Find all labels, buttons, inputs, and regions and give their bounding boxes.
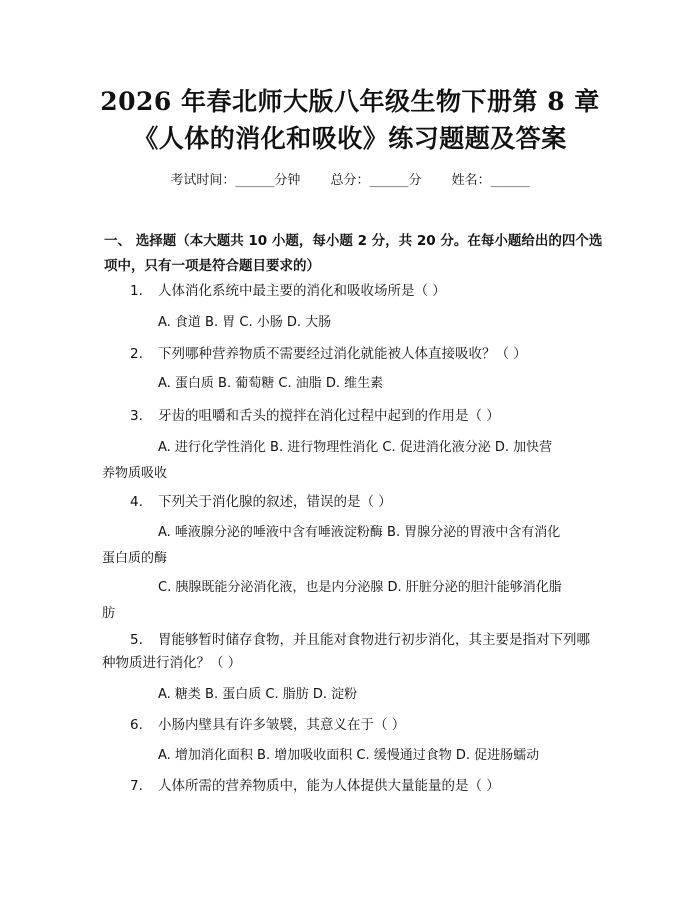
question-4 — [130, 491, 392, 513]
student-name: 姓名：______ — [451, 173, 530, 188]
question-4-options-ab — [102, 520, 590, 572]
section-heading: 一、 选择题（本大题共 10 小题，每小题 2 分，共 20 分。在每小题给出的四个选项中，只有一项是符合题目要求的） — [104, 233, 603, 274]
question-2 — [130, 343, 527, 365]
question-number: 3. — [130, 408, 143, 424]
options-line-continued: 肪 — [102, 606, 116, 621]
question-text: 人体所需的营养物质中，能为人体提供大量能量的是（ ） — [158, 778, 500, 794]
exam-time: 考试时间：______分钟 — [170, 173, 301, 188]
question-2-options: A. 蛋白质 B. 葡萄糖 C. 油脂 D. 维生素 — [158, 376, 384, 391]
question-number: 6. — [130, 717, 143, 733]
total-score: 总分：______分 — [330, 173, 422, 188]
title-line-2: 《人体的消化和吸收》练习题题及答案 — [133, 124, 567, 153]
question-text: 胃能够暂时储存食物，并且能对食物进行初步消化，其主要是指对下列哪 — [158, 632, 590, 648]
question-6 — [130, 714, 405, 736]
question-number: 4. — [130, 494, 143, 510]
question-3 — [130, 405, 500, 427]
options-line: A. 唾液腺分泌的唾液中含有唾液淀粉酶 B. 胃腺分泌的胃液中含有消化 — [158, 525, 561, 540]
question-number: 2. — [130, 346, 143, 362]
options-line: C. 胰腺既能分泌消化液，也是内分泌腺 D. 肝脏分泌的胆汁能够消化脂 — [158, 580, 562, 595]
options-line: A. 进行化学性消化 B. 进行物理性消化 C. 促进消化液分泌 D. 加快营 — [158, 440, 553, 455]
question-5-continued: 种物质进行消化？（ ） — [102, 655, 242, 671]
question-5 — [130, 629, 590, 651]
question-text: 牙齿的咀嚼和舌头的搅拌在消化过程中起到的作用是（ ） — [158, 408, 500, 424]
question-6-options: A. 增加消化面积 B. 增加吸收面积 C. 缓慢通过食物 D. 促进肠蠕动 — [158, 748, 540, 763]
question-text: 小肠内壁具有许多皱襞，其意义在于（ ） — [158, 717, 406, 733]
options-line-continued: 养物质吸收 — [102, 466, 168, 481]
question-number: 5. — [130, 632, 143, 648]
options-line-continued: 蛋白质的酶 — [102, 551, 168, 566]
question-7 — [130, 775, 500, 797]
question-text: 下列关于消化腺的叙述，错误的是（ ） — [158, 494, 392, 510]
question-1 — [130, 280, 446, 302]
exam-info — [0, 169, 700, 188]
question-1-options: A. 食道 B. 胃 C. 小肠 D. 大肠 — [158, 315, 332, 330]
question-4-options-cd — [102, 575, 590, 627]
question-number: 1. — [130, 283, 143, 299]
question-text: 人体消化系统中最主要的消化和吸收场所是（ ） — [158, 283, 446, 299]
title-line-1: 2026 年春北师大版八年级生物下册第 8 章 — [100, 87, 600, 116]
question-3-options — [102, 435, 590, 487]
question-5-options: A. 糖类 B. 蛋白质 C. 脂肪 D. 淀粉 — [158, 687, 358, 702]
question-number: 7. — [130, 778, 143, 794]
question-text: 下列哪种营养物质不需要经过消化就能被人体直接吸收？（ ） — [158, 346, 527, 362]
